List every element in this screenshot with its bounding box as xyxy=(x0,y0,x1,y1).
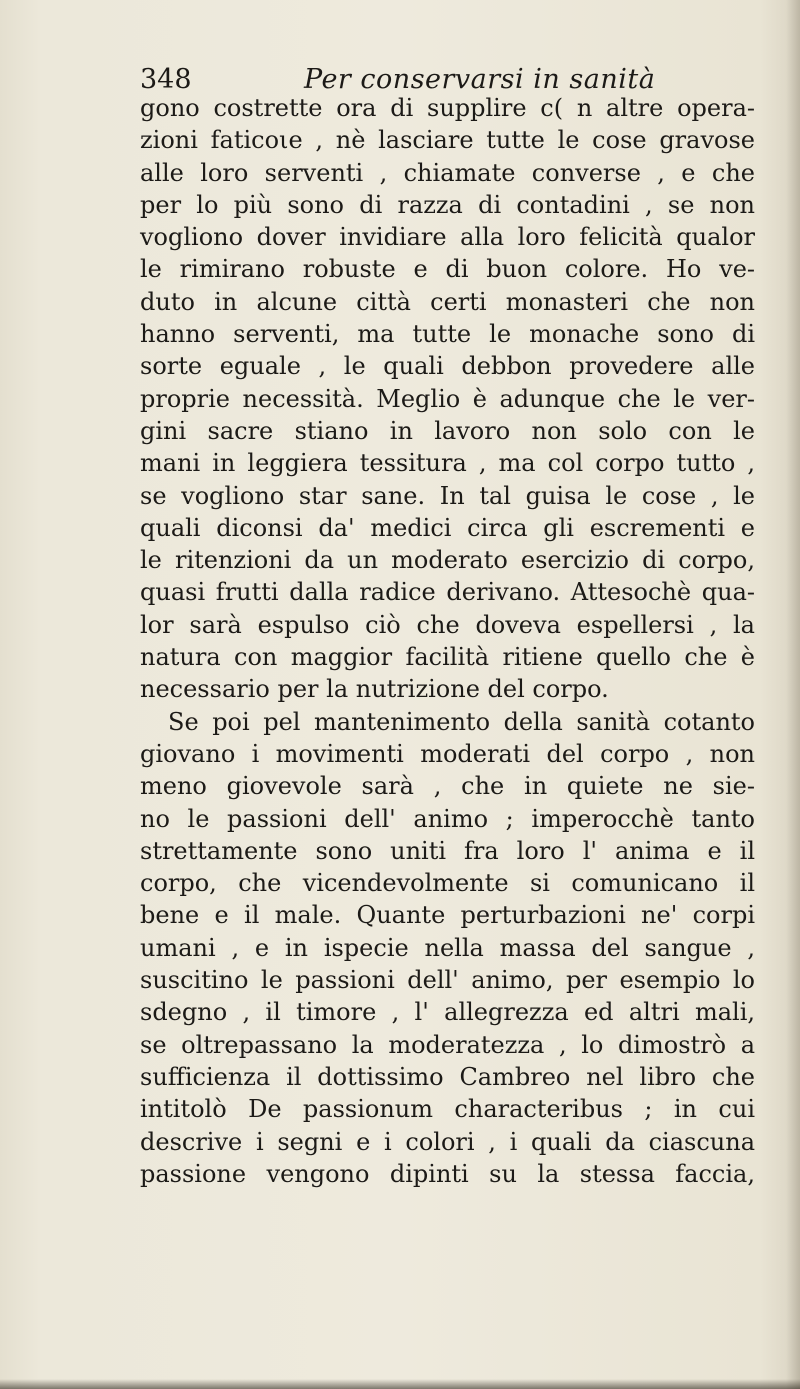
running-title: Per conservarsi in sanità xyxy=(304,64,656,95)
text-line: per lo più sono di razza di contadini , se non xyxy=(140,190,755,219)
page-edge-shadow xyxy=(786,0,800,1389)
text-line: quali diconsi da' medici circa gli escrementi e xyxy=(140,513,755,542)
text-line: umani , e in ispecie nella massa del sangue , xyxy=(140,933,755,962)
text-line: hanno serventi, ma tutte le monache sono di xyxy=(140,320,755,349)
text-line: strettamente sono uniti fra loro l' anima e il xyxy=(140,836,755,865)
page-number: 348 xyxy=(140,64,192,95)
text-line: suscitino le passioni dell' animo, per esempio lo xyxy=(140,966,755,995)
text-line: quasi frutti dalla radice derivano. Attesochè qua- xyxy=(140,578,755,607)
text-line: zioni faticoιe , nè lasciare tutte le cose gravose xyxy=(140,126,755,155)
text-line: sufficienza il dottissimo Cambreo nel libro che xyxy=(140,1062,755,1091)
page-bottom-shadow xyxy=(0,1379,800,1389)
text-line: proprie necessità. Meglio è adunque che le ver- xyxy=(140,384,755,413)
text-line: descrive i segni e i colori , i quali da ciascuna xyxy=(140,1127,755,1156)
text-line: bene e il male. Quante perturbazioni ne' corpi xyxy=(140,901,755,930)
text-line: gini sacre stiano in lavoro non solo con le xyxy=(140,416,755,445)
text-line: mani in leggiera tessitura , ma col corpo tutto , xyxy=(140,449,755,478)
text-line: giovano i movimenti moderati del corpo , non xyxy=(140,739,755,768)
text-line: sdegno , il timore , l' allegrezza ed altri mali, xyxy=(140,998,755,1027)
text-line: passione vengono dipinti su la stessa faccia, xyxy=(140,1159,755,1188)
text-line: se vogliono star sane. In tal guisa le cose , le xyxy=(140,481,755,510)
text-line: necessario per la nutrizione del corpo. xyxy=(140,675,609,704)
text-line: sorte eguale , le quali debbon provedere alle xyxy=(140,352,755,381)
text-line: intitolò De passionum characteribus ; in cui xyxy=(140,1095,755,1124)
text-line: meno giovevole sarà , che in quiete ne sie- xyxy=(140,772,755,801)
text-line: le ritenzioni da un moderato esercizio di corpo, xyxy=(140,546,755,575)
text-line: lor sarà espulso ciò che doveva espellersi , la xyxy=(140,610,755,639)
text-line: alle loro serventi , chiamate converse , e che xyxy=(140,158,755,187)
text-line: natura con maggior facilità ritiene quello che è xyxy=(140,643,755,672)
text-line: duto in alcune città certi monasteri che non xyxy=(140,287,755,316)
text-line: no le passioni dell' animo ; imperocchè tanto xyxy=(140,804,755,833)
text-line: gono costrette ora di supplire c( n altre opera- xyxy=(140,94,755,122)
text-line: se oltrepassano la moderatezza , lo dimostrò a xyxy=(140,1030,755,1059)
text-line: Se poi pel mantenimento della sanità cotanto xyxy=(168,707,755,736)
text-line: corpo, che vicendevolmente si comunicano il xyxy=(140,869,755,898)
text-line: vogliono dover invidiare alla loro felicità qualor xyxy=(140,223,755,252)
body-text xyxy=(140,92,755,1190)
text-line: le rimirano robuste e di buon colore. Ho ve- xyxy=(140,255,755,284)
